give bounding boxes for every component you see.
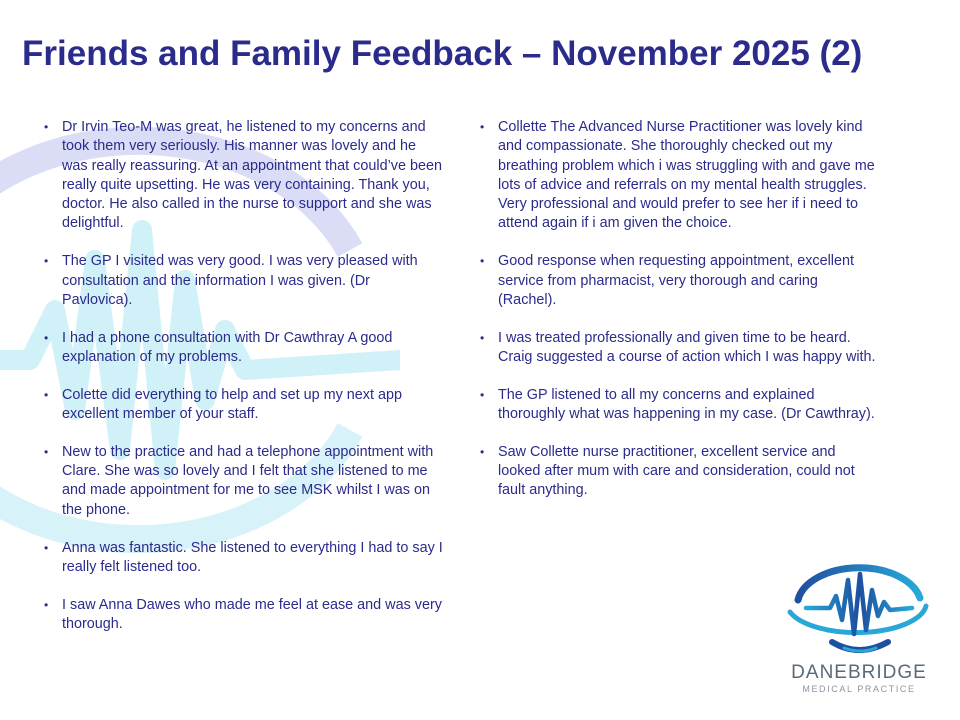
feedback-text: Colette did everything to help and set up my next app excellent member of your staff. [62,386,402,423]
feedback-item [42,386,444,425]
feedback-text: I had a phone consultation with Dr Cawthray A good explanation of my problems. [62,329,393,365]
feedback-item [42,252,444,310]
bullet-icon: • [480,254,485,269]
bullet-icon: • [44,540,49,555]
feedback-item [478,118,880,234]
bullet-icon: • [480,120,485,134]
feedback-text: Saw Collette nurse practitioner, excellent service and looked after mum with care and consideration, could not fault anything. [498,443,855,499]
feedback-text: Collette The Advanced Nurse Practitioner was lovely kind and compassionate. She thoroughly checked out my breathing problem which i was struggling with and gave me lots of advice and referrals on my mental health struggles. Very professional and would prefer to see her if i need to attend again if i am given the choice. [498,119,875,232]
feedback-item [42,443,444,520]
bullet-icon: • [480,330,485,345]
feedback-item [42,329,444,368]
bullet-icon: • [44,330,49,345]
feedback-text: I was treated professionally and given time to be heard. Craig suggested a course of action which I was happy with. [498,329,876,365]
page-title: Friends and Family Feedback – November 2025 (2) [22,34,863,73]
feedback-item [42,596,444,635]
feedback-list-left [42,118,444,653]
feedback-text: Anna was fantastic. She listened to everything I had to say I really felt listened too. [62,539,443,575]
brand-name: DANEBRIDGE [791,662,927,683]
feedback-item [42,539,444,578]
feedback-item [478,252,880,310]
bullet-icon: • [44,387,49,402]
bullet-icon: • [480,387,485,402]
bullet-icon: • [44,254,49,269]
feedback-text: New to the practice and had a telephone appointment with Clare. She was so lovely and I felt that she listened to me and made appointment for me to see MSK whilst I was on the phone. [62,443,434,518]
bullet-icon: • [480,444,485,459]
heartbeat-hands-logo-icon [784,556,934,660]
brand-subtitle: MEDICAL PRACTICE [802,684,916,694]
bullet-icon: • [44,120,49,134]
feedback-item [478,443,880,501]
feedback-text: I saw Anna Dawes who made me feel at ease and was very thorough. [62,596,442,632]
feedback-text: The GP I visited was very good. I was very pleased with consultation and the information I was given. (Dr Pavlovica). [62,253,418,308]
feedback-item [42,118,444,234]
practice-logo [784,556,934,700]
bullet-icon: • [44,444,49,459]
feedback-list-right [478,118,880,519]
bullet-icon: • [44,597,49,612]
feedback-text: Good response when requesting appointment, excellent service from pharmacist, very thorough and caring (Rachel). [498,253,854,308]
feedback-text: The GP listened to all my concerns and explained thoroughly what was happening in my case. (Dr Cawthray). [498,386,875,423]
feedback-item [478,329,880,368]
feedback-text: Dr Irvin Teo-M was great, he listened to my concerns and took them very seriously. His manner was lovely and he was really reassuring. At an appointment that could’ve been really quite upsetting. He was very containing. Thank you, doctor. He also called in the nurse to support and she was delightful. [62,119,442,232]
feedback-item [478,386,880,425]
